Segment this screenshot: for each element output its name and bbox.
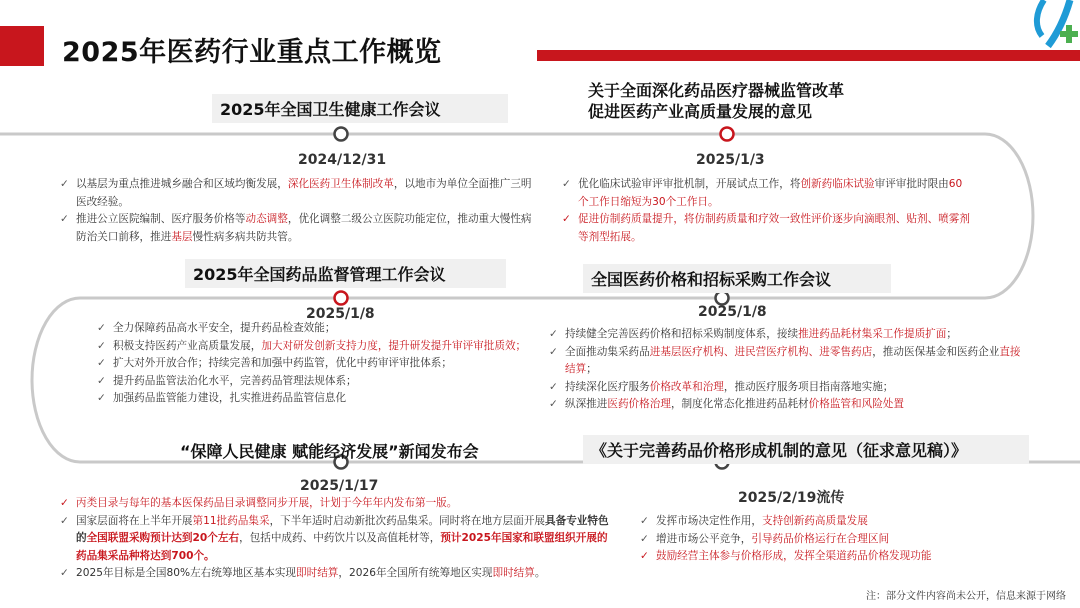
bullet-item: ✓ 国家层面将在上半年开展第11批药品集采，下半年适时启动新批次药品集采。同时将在地方层面开展具备专业特色的全国联盟采购预计达到20个左右，包括中成药、中药饮片以及高值耗材等，预计2025年国家和联盟组织开展的药品集采品种将达到700个。 — [60, 513, 610, 566]
bullet-item: ✓ 扩大对外开放合作；持续完善和加强中药监管，优化中药审评审批体系； — [97, 355, 537, 373]
event-items — [60, 176, 535, 246]
bullet-item: ✓ 提升药品监管法治化水平，完善药品管理法规体系； — [97, 373, 537, 391]
bullet-item: ✓ 纵深推进医药价格治理，制度化常态化推进药品耗材价格监管和风险处置 — [549, 396, 1029, 414]
event-title: 关于全面深化药品医疗器械监管改革 促进医药产业高质量发展的意见 — [588, 81, 845, 121]
event-items — [640, 513, 1020, 566]
timeline-node — [335, 128, 348, 141]
bullet-item: ✓ 2025年目标是全国80%左右统筹地区基本实现即时结算，2026年全国所有统筹地区实现即时结算。 — [60, 565, 610, 583]
bullet-item: ✓ 优化临床试验审评审批机制，开展试点工作，将创新药临床试验审评审批时限由60个工作日缩短为30个工作日。 — [562, 176, 972, 211]
bullet-item: ✓ 推进公立医院编制、医疗服务价格等动态调整，优化调整二级公立医院功能定位，推动重大慢性病防治关口前移，推进基层慢性病多病共防共管。 — [60, 211, 535, 246]
event-date: 2025/1/8 — [306, 306, 375, 322]
event-title: “保障人民健康 赋能经济发展”新闻发布会 — [180, 442, 479, 461]
bullet-item: ✓ 积极支持医药产业高质量发展，加大对研发创新支持力度，提升研发提升审评审批质效； — [97, 338, 537, 356]
event-items — [549, 326, 1029, 414]
bullet-item: ✓ 全面推动集采药品进基层医疗机构、进民营医疗机构、进零售药店，推动医保基金和医药企业直接结算； — [549, 344, 1029, 379]
event-title: 《关于完善药品价格形成机制的意见（征求意见稿）》 — [583, 435, 1029, 464]
event-date: 2025/2/19流传 — [738, 490, 845, 506]
bullet-item: ✓ 增进市场公平竞争，引导药品价格运行在合理区间 — [640, 531, 1020, 549]
bullet-item: ✓ 鼓励经营主体参与价格形成，发挥全渠道药品价格发现功能 — [640, 548, 1020, 566]
bullet-item: ✓ 发挥市场决定性作用，支持创新药高质量发展 — [640, 513, 1020, 531]
event-date: 2025/1/3 — [696, 152, 765, 168]
bullet-item: ✓ 加强药品监管能力建设，扎实推进药品监管信息化 — [97, 390, 537, 408]
bullet-item: ✓ 持续健全完善医药价格和招标采购制度体系，接续推进药品耗材集采工作提质扩面； — [549, 326, 1029, 344]
footnote: 注：部分文件内容尚未公开，信息来源于网络 — [866, 591, 1066, 602]
bullet-item: ✓ 丙类目录与每年的基本医保药品目录调整同步开展，计划于今年年内发布第一版。 — [60, 495, 610, 513]
event-items — [562, 176, 972, 246]
event-title: 2025年全国药品监督管理工作会议 — [185, 259, 506, 288]
event-items — [97, 320, 537, 408]
event-items — [60, 495, 610, 583]
timeline-node — [716, 292, 729, 305]
page-title: 2025年医药行业重点工作概览 — [62, 37, 442, 68]
timeline-node — [721, 128, 734, 141]
bullet-item: ✓ 以基层为重点推进城乡融合和区域均衡发展，深化医药卫生体制改革，以地市为单位全面推广三明医改经验。 — [60, 176, 535, 211]
event-title: 全国医药价格和招标采购工作会议 — [583, 264, 891, 293]
event-date: 2025/1/17 — [300, 478, 379, 494]
event-date: 2024/12/31 — [298, 152, 387, 168]
event-title: 2025年全国卫生健康工作会议 — [212, 94, 508, 123]
event-date: 2025/1/8 — [698, 304, 767, 320]
bullet-item: ✓ 全力保障药品高水平安全，提升药品检查效能； — [97, 320, 537, 338]
bullet-item: ✓ 促进仿制药质量提升，将仿制药质量和疗效一致性评价逐步向滴眼剂、贴剂、喷雾剂等剂型拓展。 — [562, 211, 972, 246]
timeline-node — [335, 292, 348, 305]
bullet-item: ✓ 持续深化医疗服务价格改革和治理，推动医疗服务项目指南落地实施； — [549, 379, 1029, 397]
